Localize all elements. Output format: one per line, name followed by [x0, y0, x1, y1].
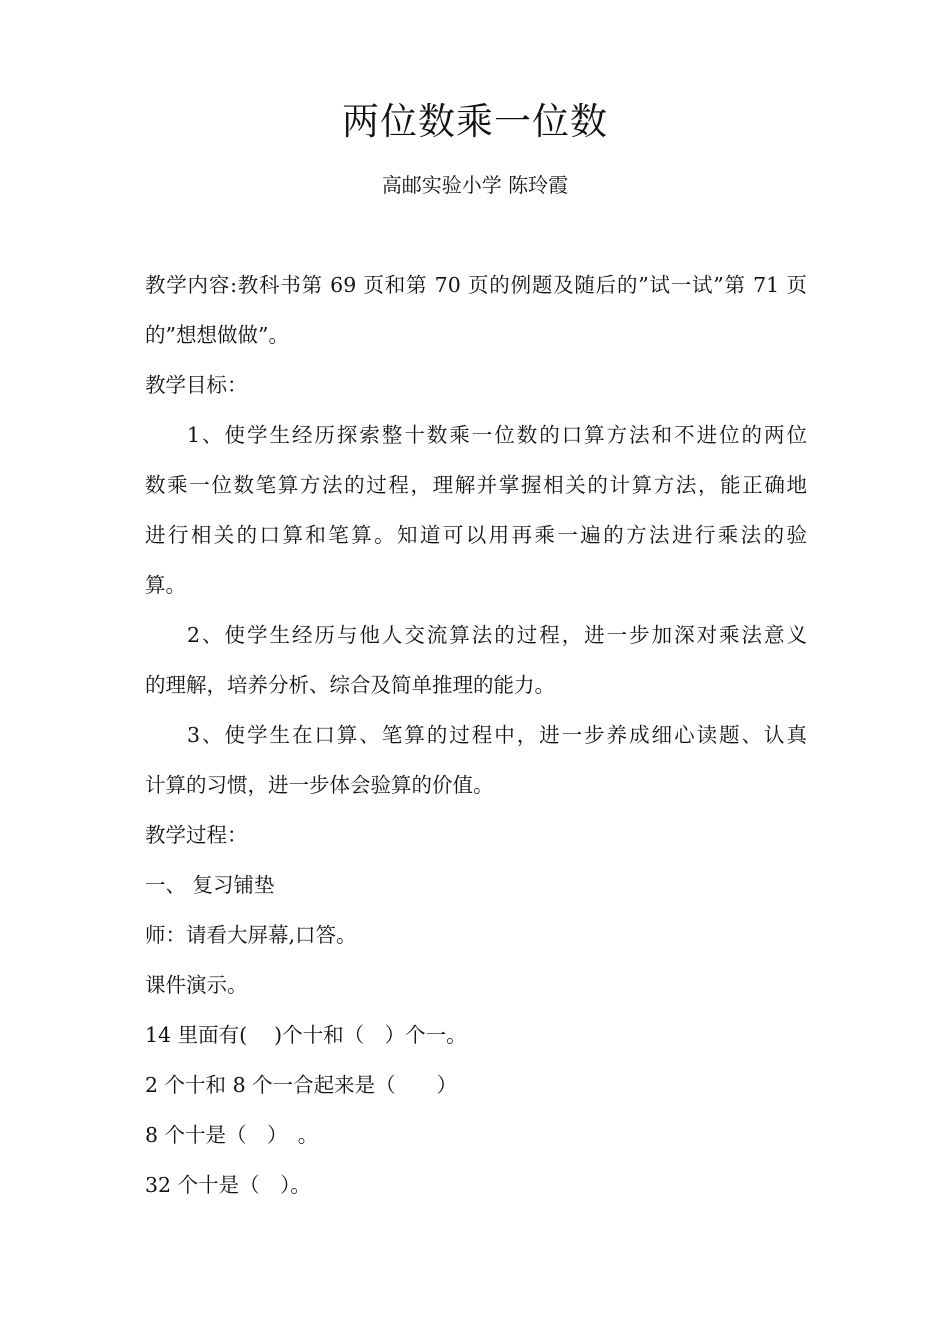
section-heading: 一、 复习铺垫 [145, 873, 275, 897]
content-line: 课件演示。 [145, 973, 248, 997]
content-line: 的”想想做做”。 [145, 323, 289, 347]
exercise-line: 2 个十和 8 个一合起来是（ ） [145, 1073, 458, 1097]
document-subtitle: 高邮实验小学 陈玲霞 [381, 173, 569, 197]
content-line: 算。 [145, 573, 186, 597]
content-line: 1、使学生经历探索整十数乘一位数的口算方法和不进位的两位 [187, 423, 807, 447]
content-line: 教学内容:教科书第 69 页和第 70 页的例题及随后的”试一试”第 71 页 [145, 273, 807, 297]
content-line: 的理解，培养分析、综合及简单推理的能力。 [145, 673, 555, 697]
content-line: 师：请看大屏幕,口答。 [145, 923, 357, 947]
section-heading: 教学目标： [145, 373, 248, 397]
exercise-line: 32 个十是（ ）。 [145, 1173, 311, 1197]
document-title: 两位数乘一位数 [342, 100, 608, 143]
content-line: 计算的习惯，进一步体会验算的价值。 [145, 773, 494, 797]
content-line: 进行相关的口算和笔算。知道可以用再乘一遍的方法进行乘法的验 [145, 523, 807, 547]
content-line: 数乘一位数笔算方法的过程，理解并掌握相关的计算方法，能正确地 [145, 473, 807, 497]
section-heading: 教学过程： [145, 823, 248, 847]
exercise-line: 14 里面有( )个十和（ ）个一。 [145, 1023, 467, 1047]
content-line: 3、使学生在口算、笔算的过程中，进一步养成细心读题、认真 [187, 723, 807, 747]
exercise-line: 8 个十是（ ） 。 [145, 1123, 319, 1147]
content-line: 2、使学生经历与他人交流算法的过程，进一步加深对乘法意义 [187, 623, 807, 647]
